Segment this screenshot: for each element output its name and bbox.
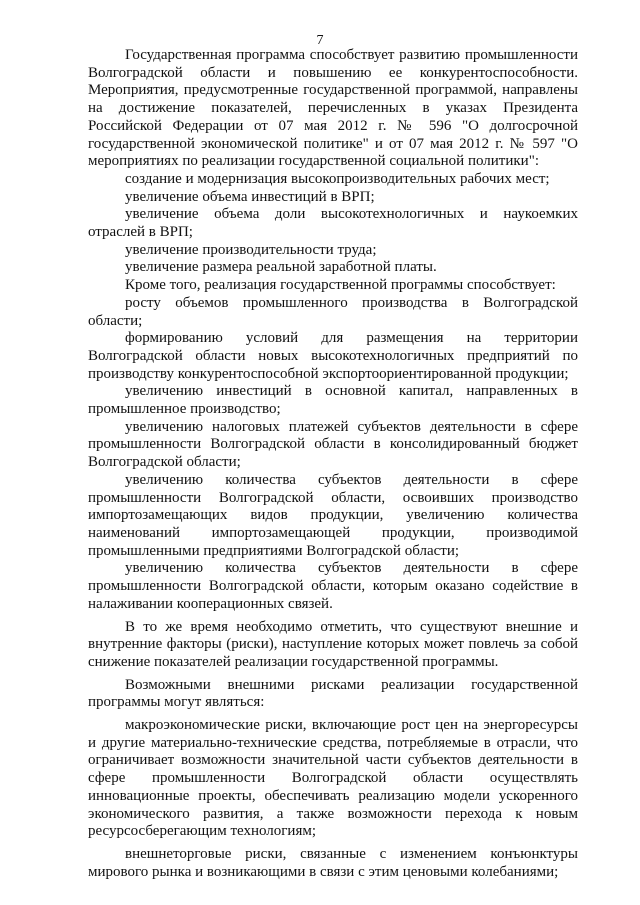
list-item-productivity: увеличение производительности труда; xyxy=(125,241,377,258)
list-item-import-substitution: увеличению количества субъектов деятельности в сфере промышленности Волгоградской области, освоивших производство импортозамещающих видов продукции, увеличению количества наименований импортозамещающей продукции, производимой промышленными предприятиями Волгоградской области; xyxy=(88,471,578,559)
list-item-investments: увеличение объема инвестиций в ВРП; xyxy=(125,188,375,205)
list-item-jobs: создание и модернизация высокопроизводительных рабочих мест; xyxy=(125,170,550,187)
list-item-hightech-share: увеличение объема доли высокотехнологичных и наукоемких отраслей в ВРП; xyxy=(88,206,578,241)
list-item-trade-risks: внешнеторговые риски, связанные с изменением конъюнктуры мирового рынка и возникающими в связи с этим ценовыми колебаниями; xyxy=(88,845,578,880)
list-item-tax-payments: увеличению налоговых платежей субъектов деятельности в сфере промышленности Волгоградской области в консолидированный бюджет Волгоградской области; xyxy=(88,418,578,471)
list-item-cooperation: увеличению количества субъектов деятельности в сфере промышленности Волгоградской области, которым оказано содействие в налаживании кооперационных связей. xyxy=(88,560,578,612)
list-item-capital-investment: увеличению инвестиций в основной капитал, направленных в промышленное производство; xyxy=(88,383,578,418)
list-item-new-enterprises: формированию условий для размещения на территории Волгоградской области новых высокотехнологичных предприятий по производству конкурентоспособной экспортоориентированной продукции; xyxy=(88,330,578,382)
paragraph-moreover: Кроме того, реализация государственной программы способствует: xyxy=(125,277,556,294)
page-number: 7 xyxy=(316,33,324,48)
list-item-production-growth: росту объемов промышленного производства в Волгоградской области; xyxy=(88,294,578,329)
list-item-wages: увеличение размера реальной заработной платы. xyxy=(125,259,437,276)
paragraph-intro: Государственная программа способствует развитию промышленности Волгоградской области и повышению ее конкурентоспособности. Мероприятия, предусмотренные государственной программой, направлены на достижение показателей, перечисленных в указах Президента Российской Федерации от 07 мая 2012 г. № 596 "О долгосрочной государственной экономической политике" и от 07 мая 2012 г. № 597 "О мероприятиях по реализации государственной социальной политики": xyxy=(88,47,578,170)
document-body xyxy=(88,47,578,881)
paragraph-external-risks: Возможными внешними рисками реализации государственной программы могут являться: xyxy=(88,676,578,711)
list-item-macroeconomic-risks: макроэкономические риски, включающие рост цен на энергоресурсы и другие материально-технические средства, потребляемые в отрасли, что ограничивает возможности значительной части субъектов деятельности в сфере промышленности Волгоградской области осуществлять инновационные проекты, обеспечивать реализацию модели ускоренного экономического развития, а также возможности перехода к новым ресурсосберегающим технологиям; xyxy=(88,717,578,840)
paragraph-risks: В то же время необходимо отметить, что существуют внешние и внутренние факторы (риски), наступление которых может повлечь за собой снижение показателей реализации государственной программы. xyxy=(88,618,578,670)
